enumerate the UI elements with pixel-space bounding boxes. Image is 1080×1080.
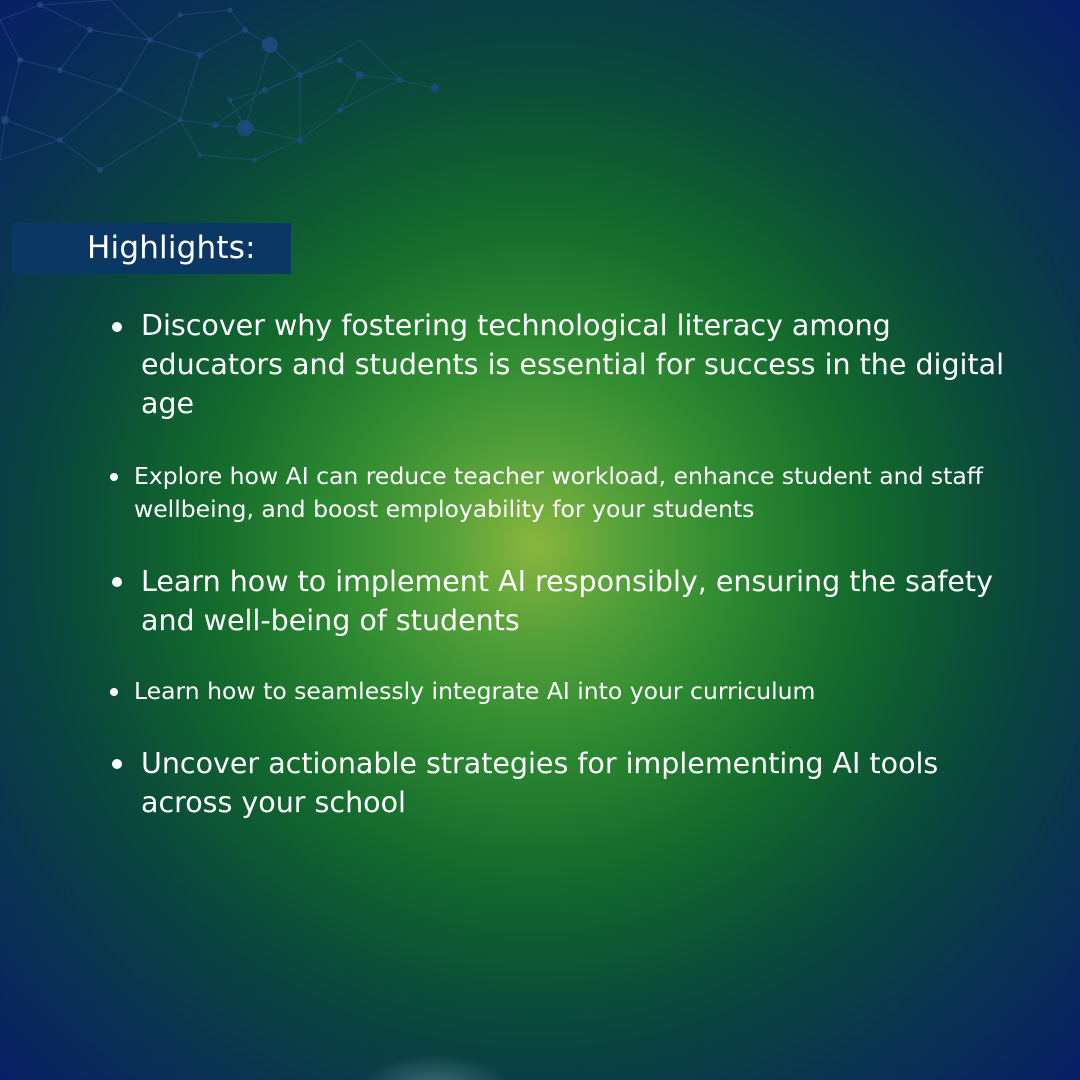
bullet-icon — [112, 322, 122, 332]
list-item-text: Discover why fostering technological literacy among educators and students is essential for success in the digital age — [141, 309, 1005, 420]
bullet-icon — [112, 577, 122, 587]
list-item-text: Learn how to seamlessly integrate AI into your curriculum — [134, 677, 816, 705]
list-item-text: Explore how AI can reduce teacher workload, enhance student and staff wellbeing, and boost employability for your students — [134, 462, 983, 523]
bullet-icon — [112, 759, 122, 769]
highlights-heading: Highlights: — [87, 230, 256, 266]
list-item-text: Uncover actionable strategies for implementing AI tools across your school — [141, 747, 939, 819]
list-item-text: Learn how to implement AI responsibly, ensuring the safety and well-being of students — [141, 565, 993, 637]
bullet-icon — [110, 688, 118, 696]
bullet-icon — [110, 473, 118, 481]
